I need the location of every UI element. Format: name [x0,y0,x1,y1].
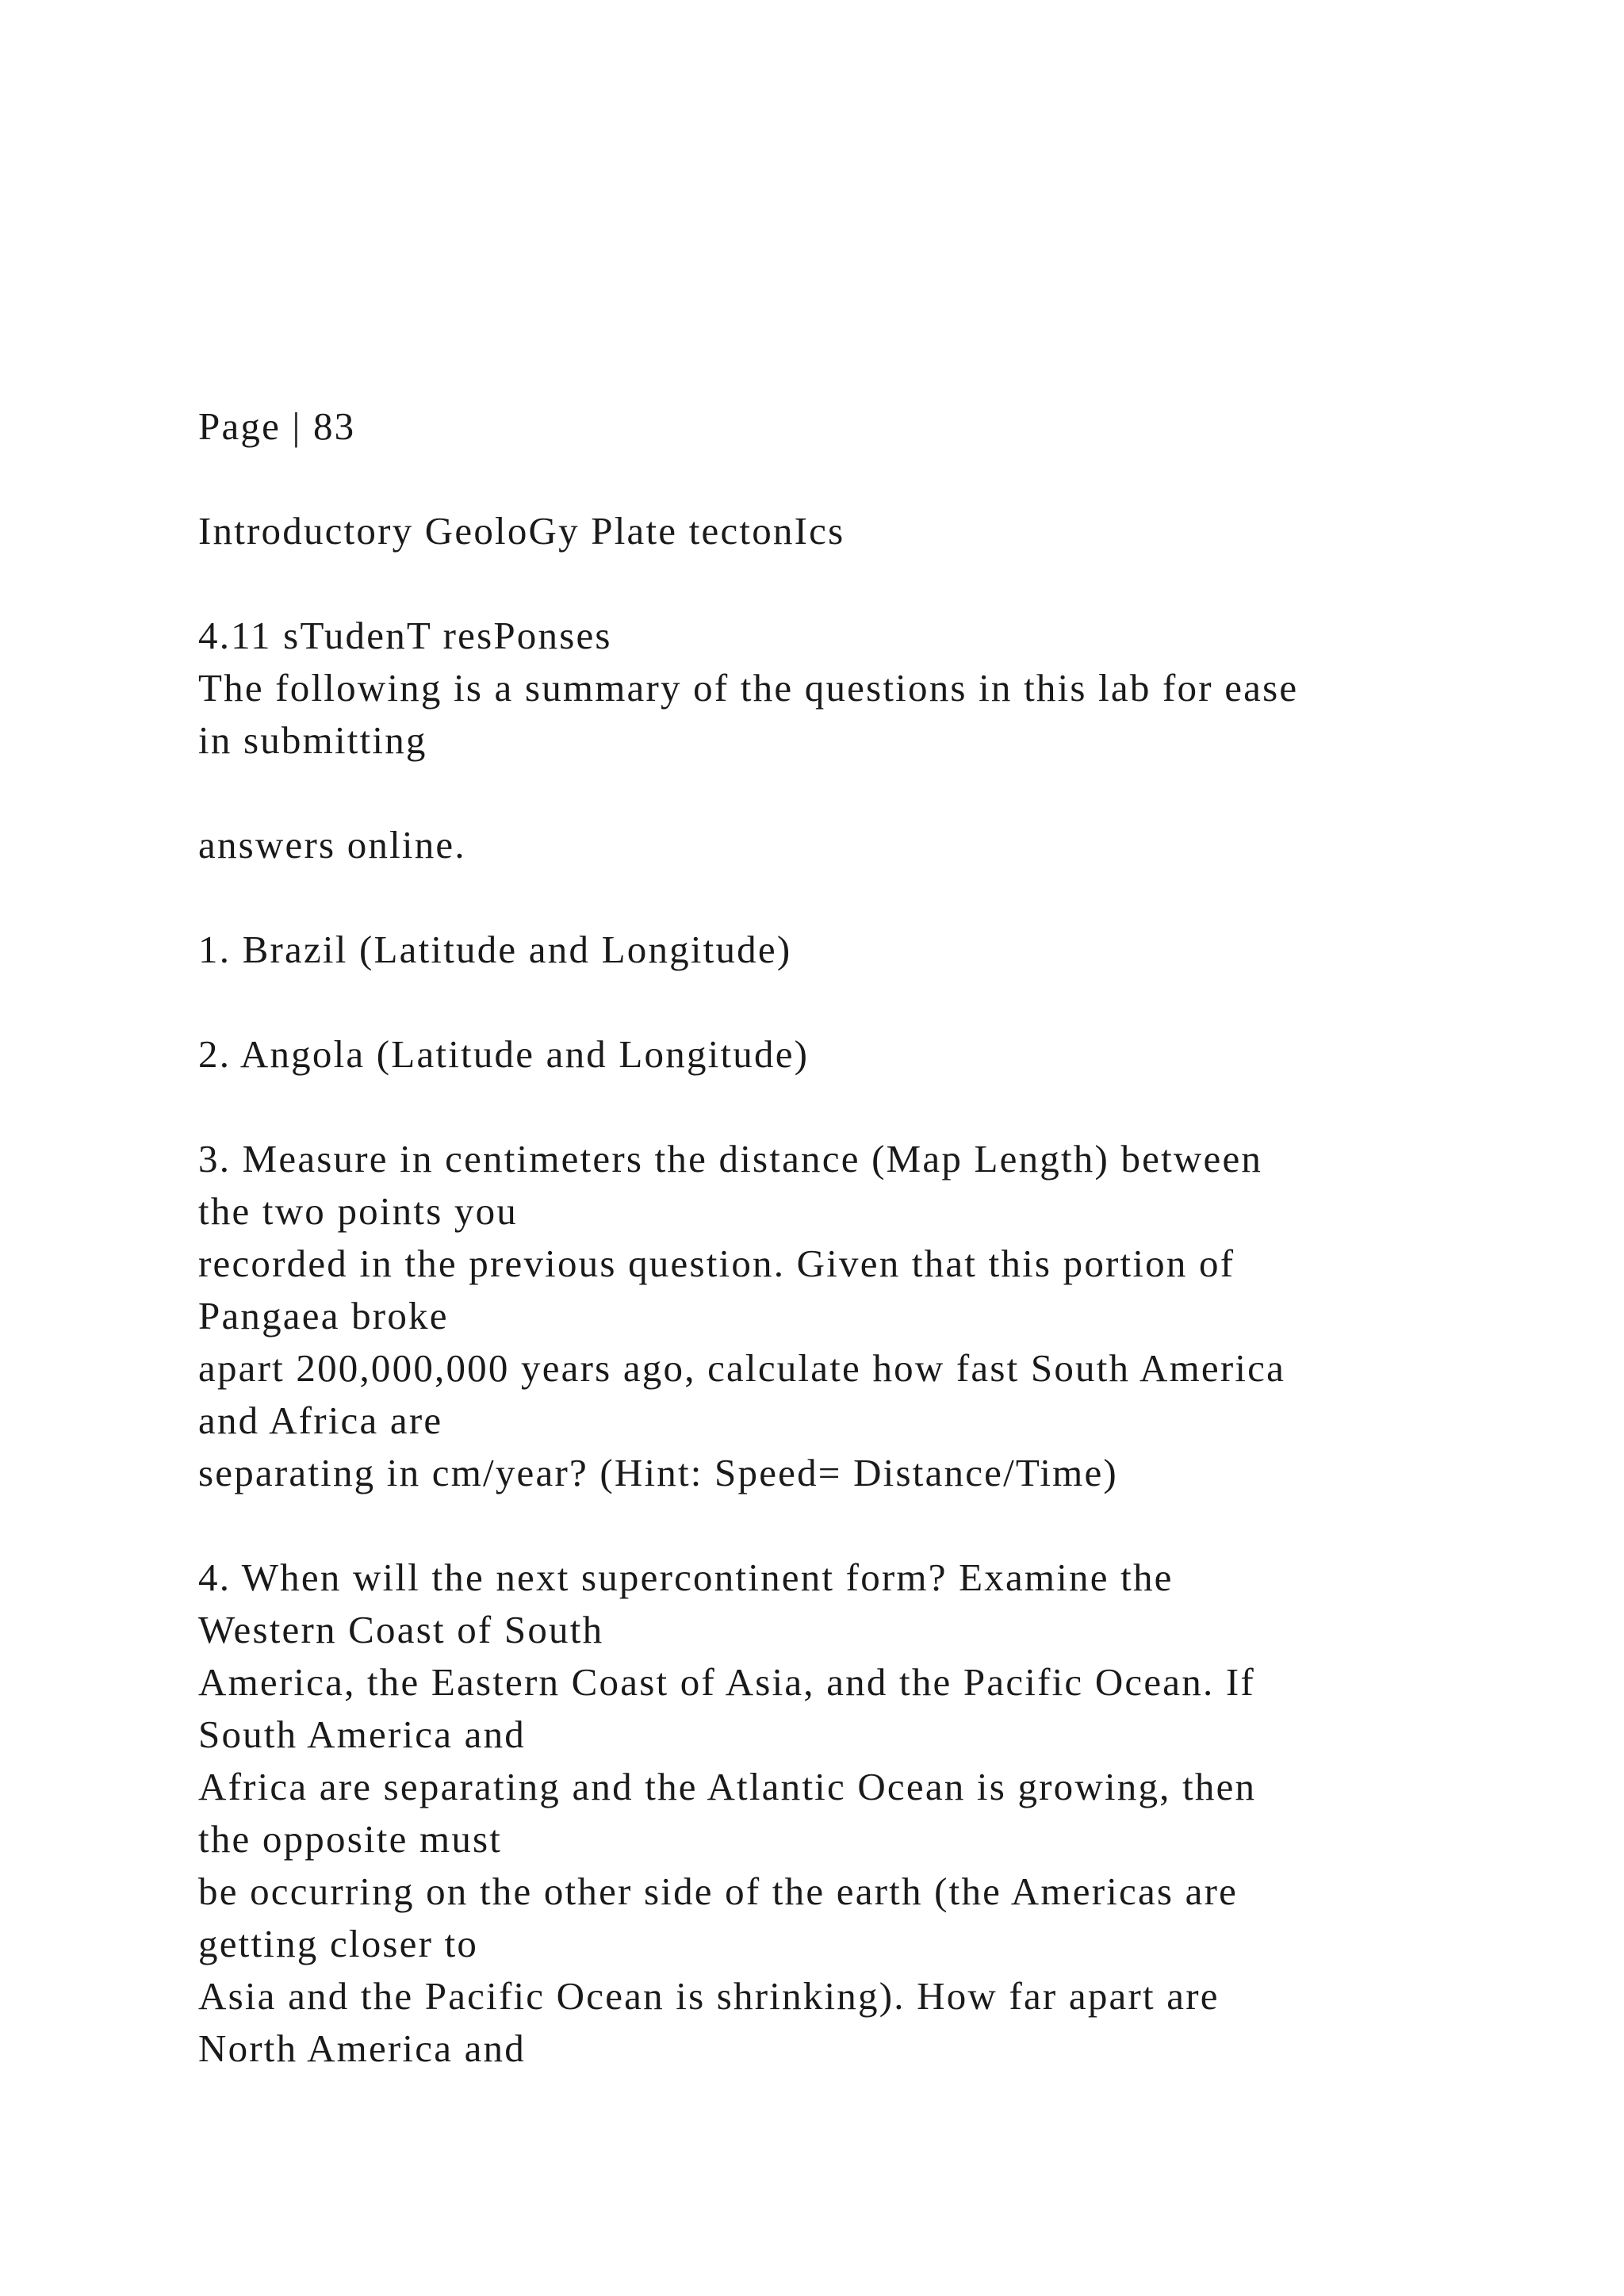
question-line: Asia and the Pacific Ocean is shrinking). How far apart are [198,1974,1220,2018]
spacer [198,453,1515,505]
spacer [198,976,1515,1028]
spacer [198,767,1515,819]
question-line: 4. When will the next supercontinent form? Examine the [198,1556,1174,1599]
question-line: Pangaea broke [198,1294,449,1337]
question-3 [198,1133,1515,1499]
question-line: 2. Angola (Latitude and Longitude) [198,1032,810,1076]
document-page [198,400,1515,2075]
intro-line: in submitting [198,718,427,762]
question-4 [198,1552,1515,2075]
question-line: North America and [198,2026,526,2070]
question-1 [198,924,1515,976]
question-line: separating in cm/year? (Hint: Speed= Distance/Time) [198,1451,1118,1494]
question-line: be occurring on the other side of the earth (the Americas are [198,1869,1239,1913]
question-line: America, the Eastern Coast of Asia, and the Pacific Ocean. If [198,1660,1255,1704]
question-line: 3. Measure in centimeters the distance (Map Length) between [198,1137,1263,1181]
spacer [198,1081,1515,1133]
spacer [198,1499,1515,1552]
question-2 [198,1028,1515,1081]
spacer [198,871,1515,924]
question-line: and Africa are [198,1399,443,1442]
question-line: the two points you [198,1189,519,1233]
question-line: 1. Brazil (Latitude and Longitude) [198,928,792,971]
question-line: recorded in the previous question. Given that this portion of [198,1242,1235,1285]
question-line: getting closer to [198,1922,479,1965]
question-line: Western Coast of South [198,1608,604,1651]
question-line: Africa are separating and the Atlantic Ocean is growing, then [198,1765,1257,1808]
running-title: Introductory GeoloGy Plate tectonIcs [198,509,845,553]
page-number: Page | 83 [198,404,356,448]
intro-line: answers online. [198,823,466,867]
question-line: the opposite must [198,1817,503,1861]
spacer [198,557,1515,610]
question-line: apart 200,000,000 years ago, calculate how fast South America [198,1346,1286,1390]
intro-line: The following is a summary of the questions in this lab for ease [198,666,1299,710]
section-heading: 4.11 sTudenT resPonses [198,614,612,657]
question-line: South America and [198,1712,526,1756]
